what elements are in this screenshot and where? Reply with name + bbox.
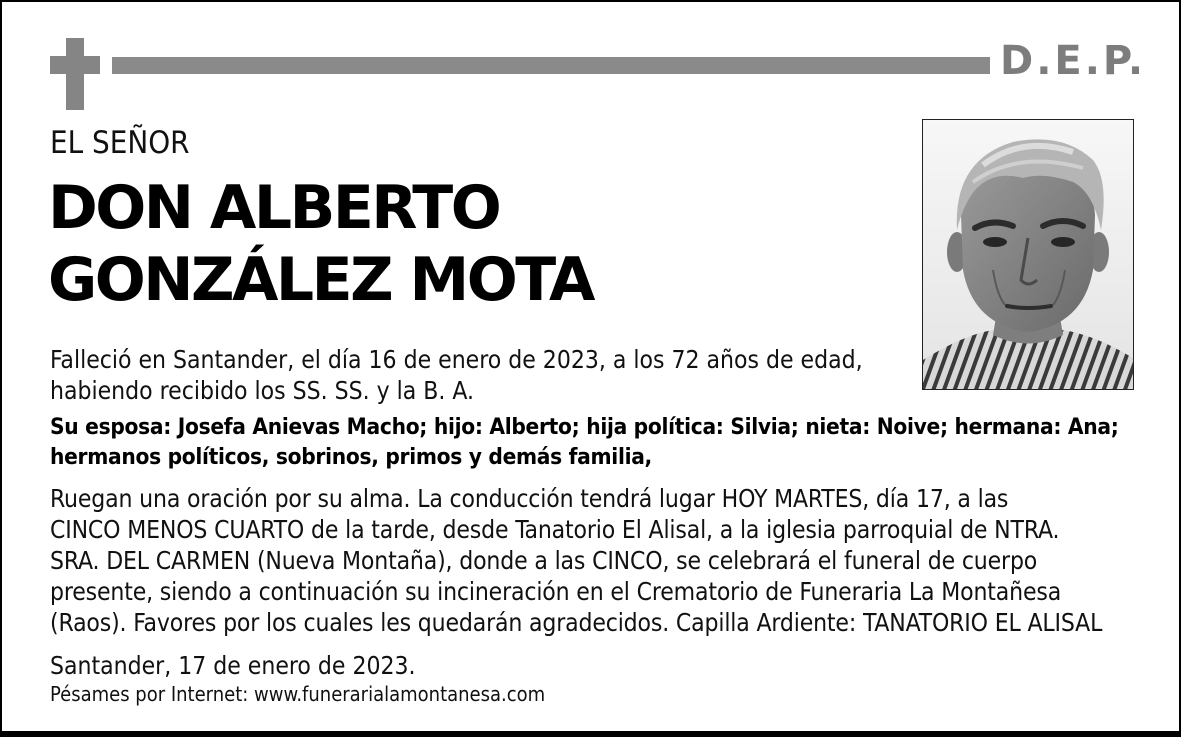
place-date: Santander, 17 de enero de 2023. — [50, 651, 416, 680]
ceremony-text — [50, 483, 1150, 638]
header-rule — [112, 57, 990, 74]
family-list — [50, 412, 1160, 472]
family-line-1: Su esposa: Josefa Anievas Macho; hijo: Alberto; hija política: Silvia; nieta: Noive; hermana: Ana; — [50, 414, 1119, 440]
ceremony-line: presente, siendo a continuación su incineración en el Crematorio de Funeraria La Montañesa — [50, 577, 1062, 606]
death-line-2: habiendo recibido los SS. SS. y la B. A. — [50, 376, 475, 405]
dep-label: D.E.P. — [1000, 38, 1147, 84]
death-line-1: Falleció en Santander, el día 16 de enero de 2023, a los 72 años de edad, — [50, 345, 863, 374]
ceremony-line: CINCO MENOS CUARTO de la tarde, desde Tanatorio El Alisal, a la iglesia parroquial de NTRA. — [50, 515, 1060, 544]
cross-icon — [50, 38, 100, 110]
family-line-2: hermanos políticos, sobrinos, primos y demás familia, — [50, 444, 652, 470]
ceremony-line: (Raos). Favores por los cuales les quedarán agradecidos. Capilla Ardiente: TANATORIO EL ALISAL — [50, 608, 1103, 637]
deceased-name — [48, 172, 593, 316]
ceremony-line: SRA. DEL CARMEN (Nueva Montaña), donde a las CINCO, se celebrará el funeral de cuerpo — [50, 546, 1038, 575]
death-notice-text — [50, 344, 1150, 406]
condolences-link-text: Pésames por Internet: www.funerarialamontanesa.com — [50, 682, 546, 706]
name-line-1: DON ALBERTO — [48, 173, 500, 243]
ceremony-line: Ruegan una oración por su alma. La conducción tendrá lugar HOY MARTES, día 17, a las — [50, 484, 1009, 513]
intro-title: EL SEÑOR — [50, 125, 190, 161]
name-line-2: GONZÁLEZ MOTA — [48, 245, 593, 315]
